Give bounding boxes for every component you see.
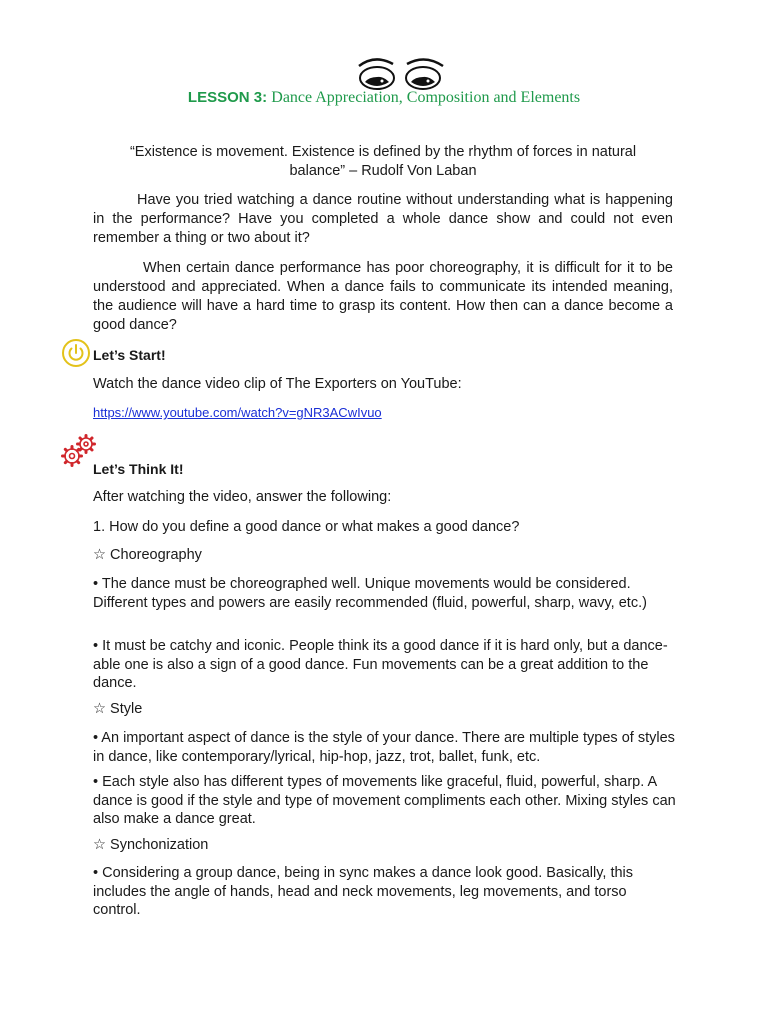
section-title-synchronization: ☆ Synchonization	[93, 837, 209, 853]
power-icon	[61, 338, 91, 368]
eyes-icon	[355, 56, 447, 90]
bullet-choreography-2: • It must be catchy and iconic. People think its a good dance if it is hard only, but a dance-able one is also a sign of a good dance. Fun movements can be a great addition to the dance.	[93, 638, 668, 691]
question-1: 1. How do you define a good dance or what makes a good dance?	[93, 519, 520, 535]
opening-quote	[93, 143, 673, 181]
youtube-link[interactable]: https://www.youtube.com/watch?v=gNR3ACwIvuo	[93, 405, 382, 420]
watch-instruction: Watch the dance video clip of The Exporters on YouTube:	[93, 376, 462, 392]
bullet-synchronization-1: • Considering a group dance, being in sync makes a dance look good. Basically, this includes the angle of hands, head and neck movements, leg movements, and torso control.	[93, 865, 634, 918]
lesson-title	[0, 89, 768, 107]
quote-line-1: “Existence is movement. Existence is defined by the rhythm of forces in natural	[129, 144, 637, 160]
intro-paragraph-2	[93, 259, 673, 335]
intro-paragraph-2-text: When certain dance performance has poor choreography, it is difficult for it to be understood and appreciated. When a dance fails to communicate its intended meaning, the audience will have a hard time to grasp its content. How then can a dance become a good dance?	[93, 260, 673, 333]
lets-think-heading: Let’s Think It!	[93, 461, 184, 477]
lesson-topic: Dance Appreciation, Composition and Elements	[271, 89, 581, 106]
section-title-style: ☆ Style	[93, 701, 143, 717]
quote-line-2: balance” – Rudolf Von Laban	[289, 163, 477, 179]
lets-start-heading: Let’s Start!	[93, 347, 166, 363]
bullet-style-1: • An important aspect of dance is the style of your dance. There are multiple types of styles in dance, like contemporary/lyrical, hip-hop, jazz, trot, ballet, funk, etc.	[93, 730, 675, 765]
lesson-label: LESSON 3:	[187, 89, 268, 106]
section-title-choreography: ☆ Choreography	[93, 547, 202, 563]
intro-paragraph-1	[93, 191, 673, 248]
bullet-style-2: • Each style also has different types of movements like graceful, fluid, powerful, sharp. A dance is good if the style and type of movement compliments each other. Mixing styles can also make a dance great.	[93, 774, 676, 827]
bullet-choreography-1: • The dance must be choreographed well. Unique movements would be considered. Different types and powers are easily recommended (fluid, powerful, sharp, wavy, etc.)	[93, 576, 647, 611]
youtube-link-row	[93, 403, 683, 423]
intro-paragraph-1-text: Have you tried watching a dance routine without understanding what is happening in the performance? Have you completed a whole dance show and could not even remember a thing or two about it?	[93, 192, 673, 246]
think-instruction: After watching the video, answer the following:	[93, 489, 392, 505]
